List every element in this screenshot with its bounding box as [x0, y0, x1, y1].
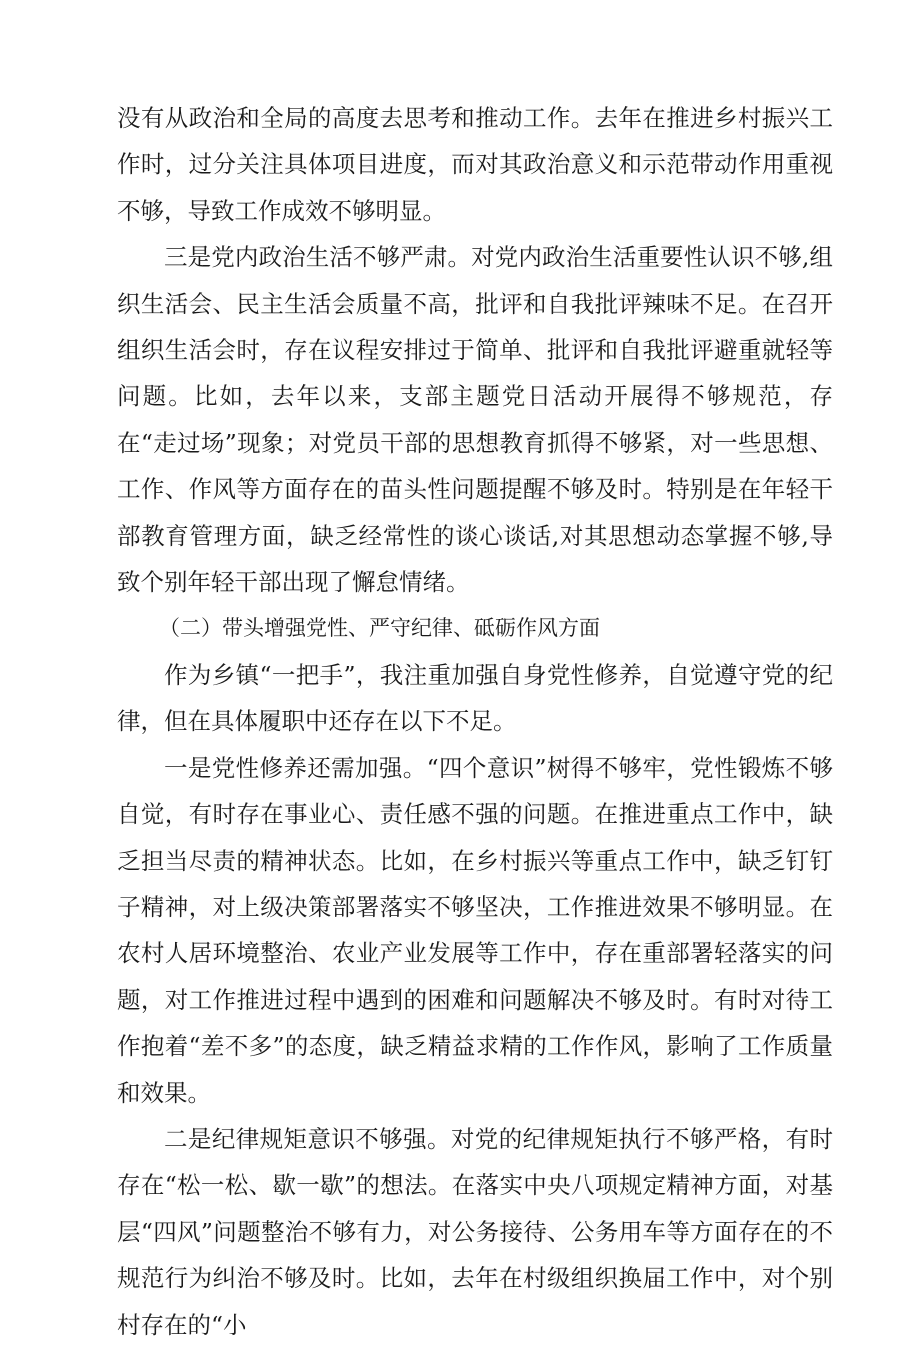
- document-body: [117, 95, 833, 1348]
- paragraph-party-spirit: 一是党性修养还需加强。“四个意识”树得不够牢，党性锻炼不够自觉，有时存在事业心、责任感不强的问题。在推进重点工作中，缺乏担当尽责的精神状态。比如，在乡村振兴等重点工作中，缺乏钉钉子精神，对上级决策部署落实不够坚决，工作推进效果不够明显。在农村人居环境整治、农业产业发展等工作中，存在重部署轻落实的问题，对工作推进过程中遇到的困难和问题解决不够及时。有时对待工作抱着“差不多”的态度，缺乏精益求精的工作作风，影响了工作质量和效果。: [117, 753, 833, 1107]
- paragraph-discipline: 二是纪律规矩意识不够强。对党的纪律规矩执行不够严格，有时存在“松一松、歇一歇”的想法。在落实中央八项规定精神方面，对基层“四风”问题整治不够有力，对公务接待、公务用车等方面存在的不规范行为纠治不够及时。比如，去年在村级组织换届工作中，对个别村存在的“小: [117, 1124, 833, 1339]
- paragraph-party-life: 三是党内政治生活不够严肃。对党内政治生活重要性认识不够,组织生活会、民主生活会质量不高，批评和自我批评辣味不足。在召开组织生活会时，存在议程安排过于简单、批评和自我批评避重就轻等问题。比如，去年以来，支部主题党日活动开展得不够规范，存在“走过场”现象；对党员干部的思想教育抓得不够紧，对一些思想、工作、作风等方面存在的苗头性问题提醒不够及时。特别是在年轻干部教育管理方面，缺乏经常性的谈心谈话,对其思想动态掌握不够,导致个别年轻干部出现了懈怠情绪。: [117, 243, 833, 597]
- paragraph-continuation: 没有从政治和全局的高度去思考和推动工作。去年在推进乡村振兴工作时，过分关注具体项目进度，而对其政治意义和示范带动作用重视不够，导致工作成效不够明显。: [117, 104, 833, 225]
- paragraph-intro: 作为乡镇“一把手”，我注重加强自身党性修养，自觉遵守党的纪律，但在具体履职中还存在以下不足。: [117, 660, 833, 736]
- section-heading: （二）带头增强党性、严守纪律、砥砺作风方面: [159, 616, 600, 641]
